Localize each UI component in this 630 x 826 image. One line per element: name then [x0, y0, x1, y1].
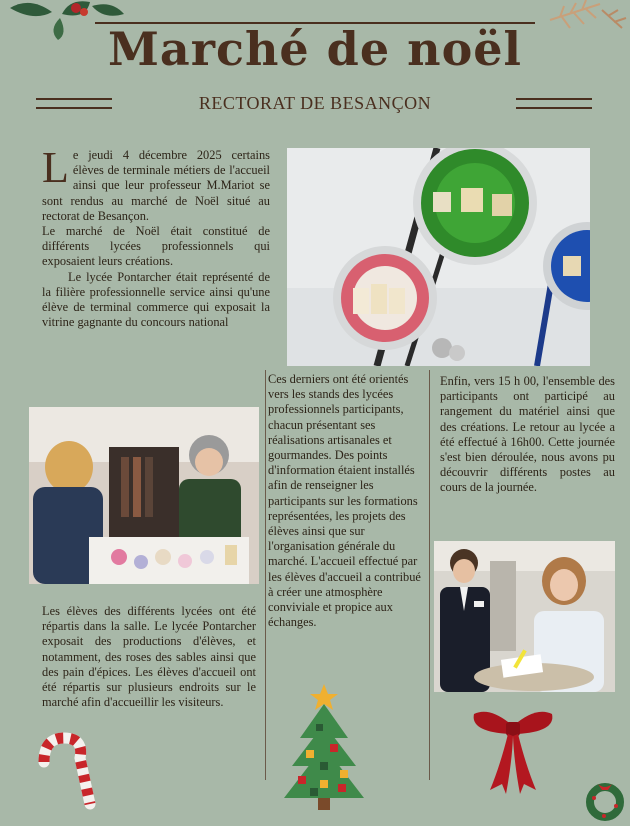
candy-cane-icon — [30, 728, 100, 812]
right-column-text: Enfin, vers 15 h 00, l'ensemble des participants ont participé au rangement du matériel ainsi que des créations. Le retour au lycée a été effectué à 16h00. Cette journée s'est bien déroulée, nous avons pu découvrir différents postes au cours de la journée. — [440, 374, 615, 495]
divider-right — [516, 107, 592, 109]
column-divider — [429, 370, 430, 780]
photo-students — [434, 541, 615, 692]
bottom-left-text: Les élèves des différents lycées ont été répartis dans la salle. Le lycée Pontarcher exposait des productions d'élèves, et notamment, des roses des sables ainsi que des pain d'épices. Les élèves d'accueil ont été répartis sur plusieurs endroits sur le marché afin d'accueillir les visiteurs. — [42, 604, 256, 710]
middle-column-text: Ces derniers ont été orientés vers les stands des lycées professionnels participants, chacun présentant ses réalisations artisanales et gourmandes. Des points d'information étaient installés afin de renseigner les participants sur les formations représentées, les projets des élèves ainsi que sur l'organisation générale du marché. L'accueil effectué par les élèves d'accueil a contribué à créer une atmosphère conviviale et propice aux échanges. — [268, 372, 421, 630]
page-title: Marché de noël — [107, 22, 522, 76]
photo-soap-display — [287, 148, 590, 366]
photo-market-stand — [29, 407, 259, 584]
red-bow-icon — [470, 706, 556, 796]
intro-column — [42, 143, 270, 330]
paragraph-pontarcher: Le lycée Pontarcher était représenté de la filière professionnelle service ainsi qu'une élève de terminal commerce qui exposait la vitrine gagnante du concours national — [42, 269, 270, 330]
divider-right — [516, 98, 592, 100]
intro-paragraph: e jeudi 4 décembre 2025 certains élèves de terminale métiers de l'accueil ainsi que leur professeur M.Mariot se sont rendus au marché de Noël situé au rectorat de Besançon. — [42, 148, 270, 223]
paragraph-market: Le marché de Noël était constitué de différents lycées professionnels qui exposaient leurs créations. — [42, 224, 270, 269]
column-divider — [265, 370, 266, 780]
wreath-icon — [584, 778, 626, 822]
christmas-tree-icon — [280, 684, 368, 812]
drop-cap: L — [42, 143, 69, 192]
page-subtitle: RECTORAT DE BESANÇON — [198, 93, 432, 113]
